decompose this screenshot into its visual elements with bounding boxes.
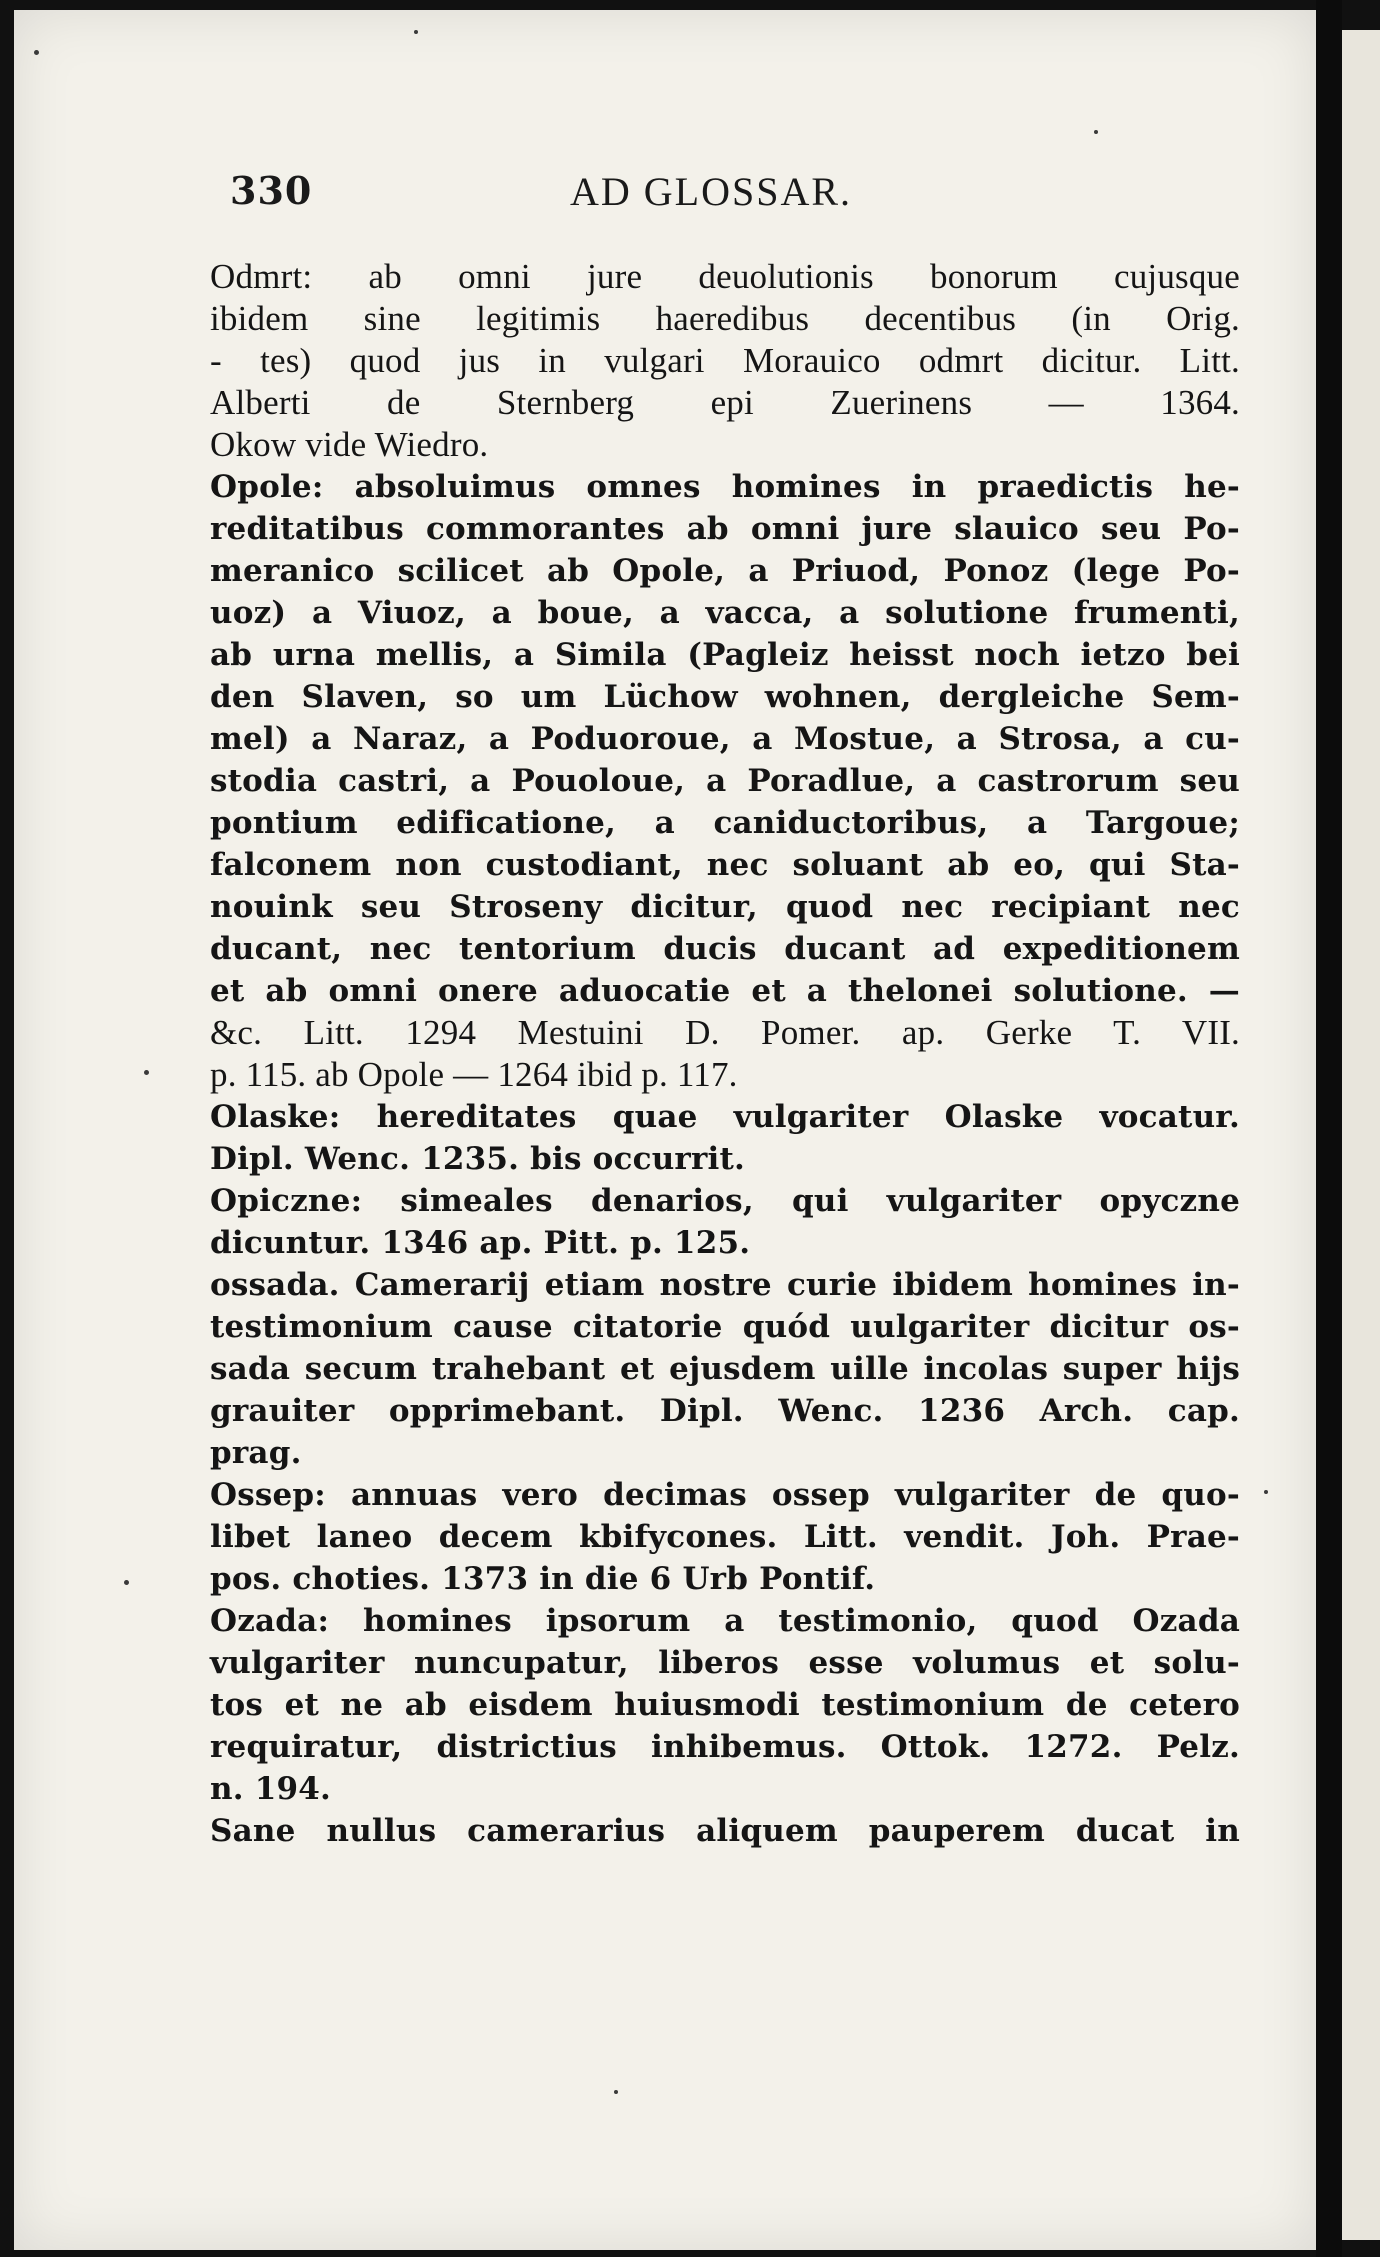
text-line: requiratur, districtius inhibemus. Ottok. 1272. Pelz.: [210, 1729, 1240, 1765]
adjacent-page-edge: [1342, 30, 1380, 2240]
text-line: Okow vide Wiedro.: [210, 425, 489, 464]
text-line: uoz) a Viuoz, a boue, a vacca, a solutione frumenti,: [210, 595, 1240, 631]
paper-speck: [1094, 130, 1098, 134]
text-line: meranico scilicet ab Opole, a Priuod, Ponoz (lege Po-: [210, 553, 1240, 589]
text-line: p. 115. ab Opole — 1264 ibid p. 117.: [210, 1055, 738, 1094]
text-line: vulgariter nuncupatur, liberos esse volumus et solu-: [210, 1645, 1240, 1681]
text-line: - tes) quod jus in vulgari Morauico odmrt dicitur. Litt.: [210, 341, 1240, 380]
text-line: mel) a Naraz, a Poduoroue, a Mostue, a Strosa, a cu-: [210, 721, 1240, 757]
text-line: stodia castri, a Pouoloue, a Poradlue, a castrorum seu: [210, 763, 1240, 799]
text-line: ibidem sine legitimis haeredibus decentibus (in Orig.: [210, 299, 1240, 338]
text-line: Olaske: hereditates quae vulgariter Olaske vocatur.: [210, 1099, 1240, 1135]
text-line: Opiczne: simeales denarios, qui vulgariter opyczne: [210, 1183, 1240, 1219]
paper-speck: [614, 2090, 618, 2094]
text-line: prag.: [210, 1435, 302, 1471]
text-line: &c. Litt. 1294 Mestuini D. Pomer. ap. Gerke T. VII.: [210, 1013, 1240, 1052]
text-line: Ossep: annuas vero decimas ossep vulgariter de quo-: [210, 1477, 1240, 1513]
text-line: Odmrt: ab omni jure deuolutionis bonorum cujusque: [210, 257, 1240, 296]
text-line: testimonium cause citatorie quód uulgariter dicitur os-: [210, 1309, 1240, 1345]
text-line: pos. choties. 1373 in die 6 Urb Pontif.: [210, 1561, 876, 1597]
paper-speck: [1264, 1490, 1268, 1494]
text-line: Dipl. Wenc. 1235. bis occurrit.: [210, 1141, 745, 1177]
text-line: pontium edificatione, a caniductoribus, a Targoue;: [210, 805, 1240, 841]
paper-speck: [34, 50, 39, 55]
text-line: Ozada: homines ipsorum a testimonio, quod Ozada: [210, 1603, 1240, 1639]
running-head: AD GLOSSAR.: [570, 169, 853, 214]
paper-speck: [124, 1580, 129, 1585]
text-line: n. 194.: [210, 1771, 332, 1807]
page-header: [230, 168, 1230, 224]
text-line: Alberti de Sternberg epi Zuerinens — 1364.: [210, 383, 1240, 422]
binding-gutter: [1316, 0, 1342, 2257]
text-line: Sane nullus camerarius aliquem pauperem ducat in: [210, 1813, 1240, 1849]
text-line: ab urna mellis, a Simila (Pagleiz heisst noch ietzo bei: [210, 637, 1240, 673]
text-line: grauiter opprimebant. Dipl. Wenc. 1236 Arch. cap.: [210, 1393, 1240, 1429]
text-line: ducant, nec tentorium ducis ducant ad expeditionem: [210, 931, 1240, 967]
text-line: reditatibus commorantes ab omni jure slauico seu Po-: [210, 511, 1240, 547]
text-line: tos et ne ab eisdem huiusmodi testimonium de cetero: [210, 1687, 1240, 1723]
text-line: ossada. Camerarij etiam nostre curie ibidem homines in-: [210, 1267, 1240, 1303]
page-number: 330: [230, 168, 313, 213]
text-line: sada secum trahebant et ejusdem uille incolas super hijs: [210, 1351, 1240, 1387]
text-line: Opole: absoluimus omnes homines in praedictis he-: [210, 469, 1240, 505]
text-line: den Slaven, so um Lüchow wohnen, dergleiche Sem-: [210, 679, 1240, 715]
paper-speck: [414, 30, 418, 34]
glossary-text: [210, 256, 1240, 1852]
text-line: libet laneo decem kbifycones. Litt. vendit. Joh. Prae-: [210, 1519, 1240, 1555]
paper-speck: [144, 1070, 149, 1075]
text-line: et ab omni onere aduocatie et a thelonei solutione. —: [210, 973, 1240, 1009]
text-line: dicuntur. 1346 ap. Pitt. p. 125.: [210, 1225, 751, 1261]
text-line: nouink seu Stroseny dicitur, quod nec recipiant nec: [210, 889, 1240, 925]
text-line: falconem non custodiant, nec soluant ab eo, qui Sta-: [210, 847, 1240, 883]
